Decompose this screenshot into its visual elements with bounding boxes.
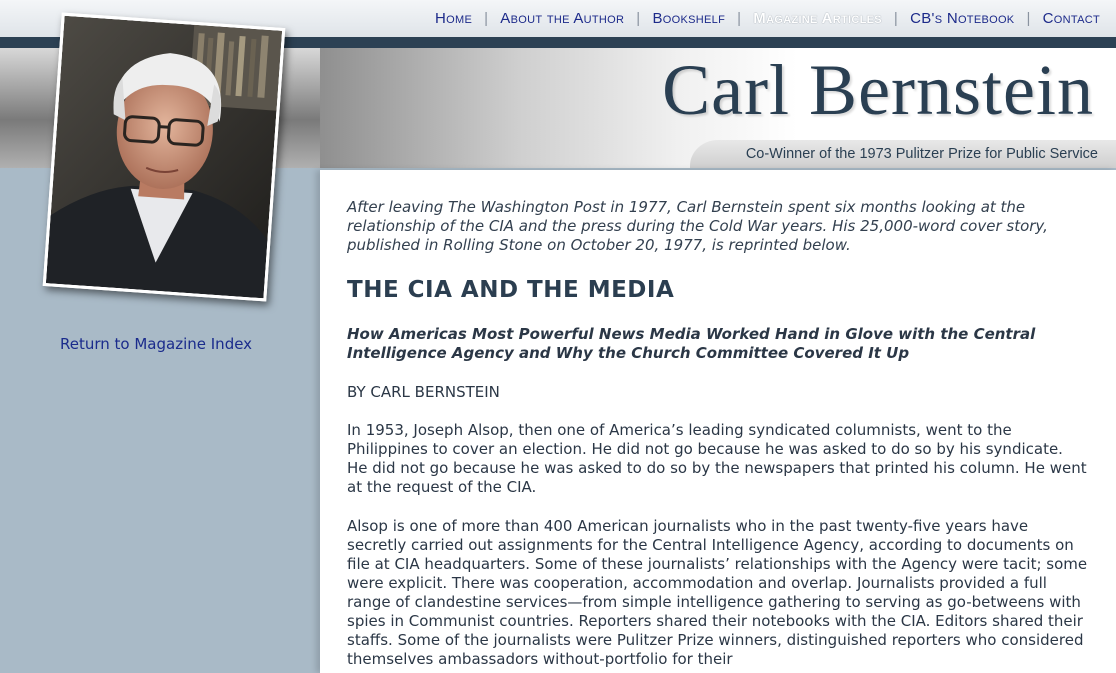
nav-about-the-author[interactable]: About the Author [500, 10, 625, 27]
site-title: Carl Bernstein [662, 50, 1094, 130]
portrait-illustration [46, 16, 282, 299]
nav-separator: | [893, 10, 899, 27]
nav-contact[interactable]: Contact [1042, 10, 1100, 27]
nav-home[interactable]: Home [435, 10, 473, 27]
nav-separator: | [636, 10, 641, 27]
main-nav [435, 10, 1100, 27]
site-subtitle: Co-Winner of the 1973 Pulitzer Prize for Public Service [745, 146, 1098, 162]
article-content [320, 170, 1116, 673]
nav-separator: | [737, 10, 742, 27]
author-portrait-photo [43, 13, 286, 302]
return-to-magazine-index-link[interactable]: Return to Magazine Index [60, 335, 253, 353]
nav-separator: | [484, 10, 489, 27]
article-byline: BY CARL BERNSTEIN [347, 383, 500, 401]
article-intro: After leaving The Washington Post in 1977, Carl Bernstein spent six months looking at the relationship of the CIA and the press during the Cold War years. His 25,000-word cover story, published in Rolling Stone on October 20, 1977, is reprinted below. [347, 198, 1048, 254]
article-dek: How Americas Most Powerful News Media Worked Hand in Glove with the Central Intelligence Agency and Why the Church Committee Covered It Up [347, 325, 1036, 362]
nav-cbs-notebook[interactable]: CB's Notebook [910, 10, 1015, 27]
nav-magazine-articles[interactable]: Magazine Articles [753, 10, 882, 27]
article-paragraph: In 1953, Joseph Alsop, then one of America’s leading syndicated columnists, went to the Philippines to cover an election. He did not go because he was asked to do so by his syndicate. He did not go because he was asked to do so by the newspapers that printed his column. He went at the request of the CIA. [347, 421, 1087, 496]
article-paragraph: Alsop is one of more than 400 American journalists who in the past twenty-five years have secretly carried out assignments for the Central Intelligence Agency, according to documents on file at CIA headquarters. Some of these journalists’ relationships with the Agency were tacit; some were explicit. There was cooperation, accommodation and overlap. Journalists provided a full range of clandestine services—from simple intelligence gathering to serving as go-betweens with spies in Communist countries. Reporters shared their notebooks with the CIA. Editors shared their staffs. Some of the journalists were Pulitzer Prize winners, distinguished reporters who considered themselves ambassadors without-portfolio for their [347, 517, 1088, 668]
article-title: THE CIA AND THE MEDIA [347, 277, 675, 303]
nav-bookshelf[interactable]: Bookshelf [652, 10, 726, 27]
nav-separator: | [1026, 10, 1031, 27]
